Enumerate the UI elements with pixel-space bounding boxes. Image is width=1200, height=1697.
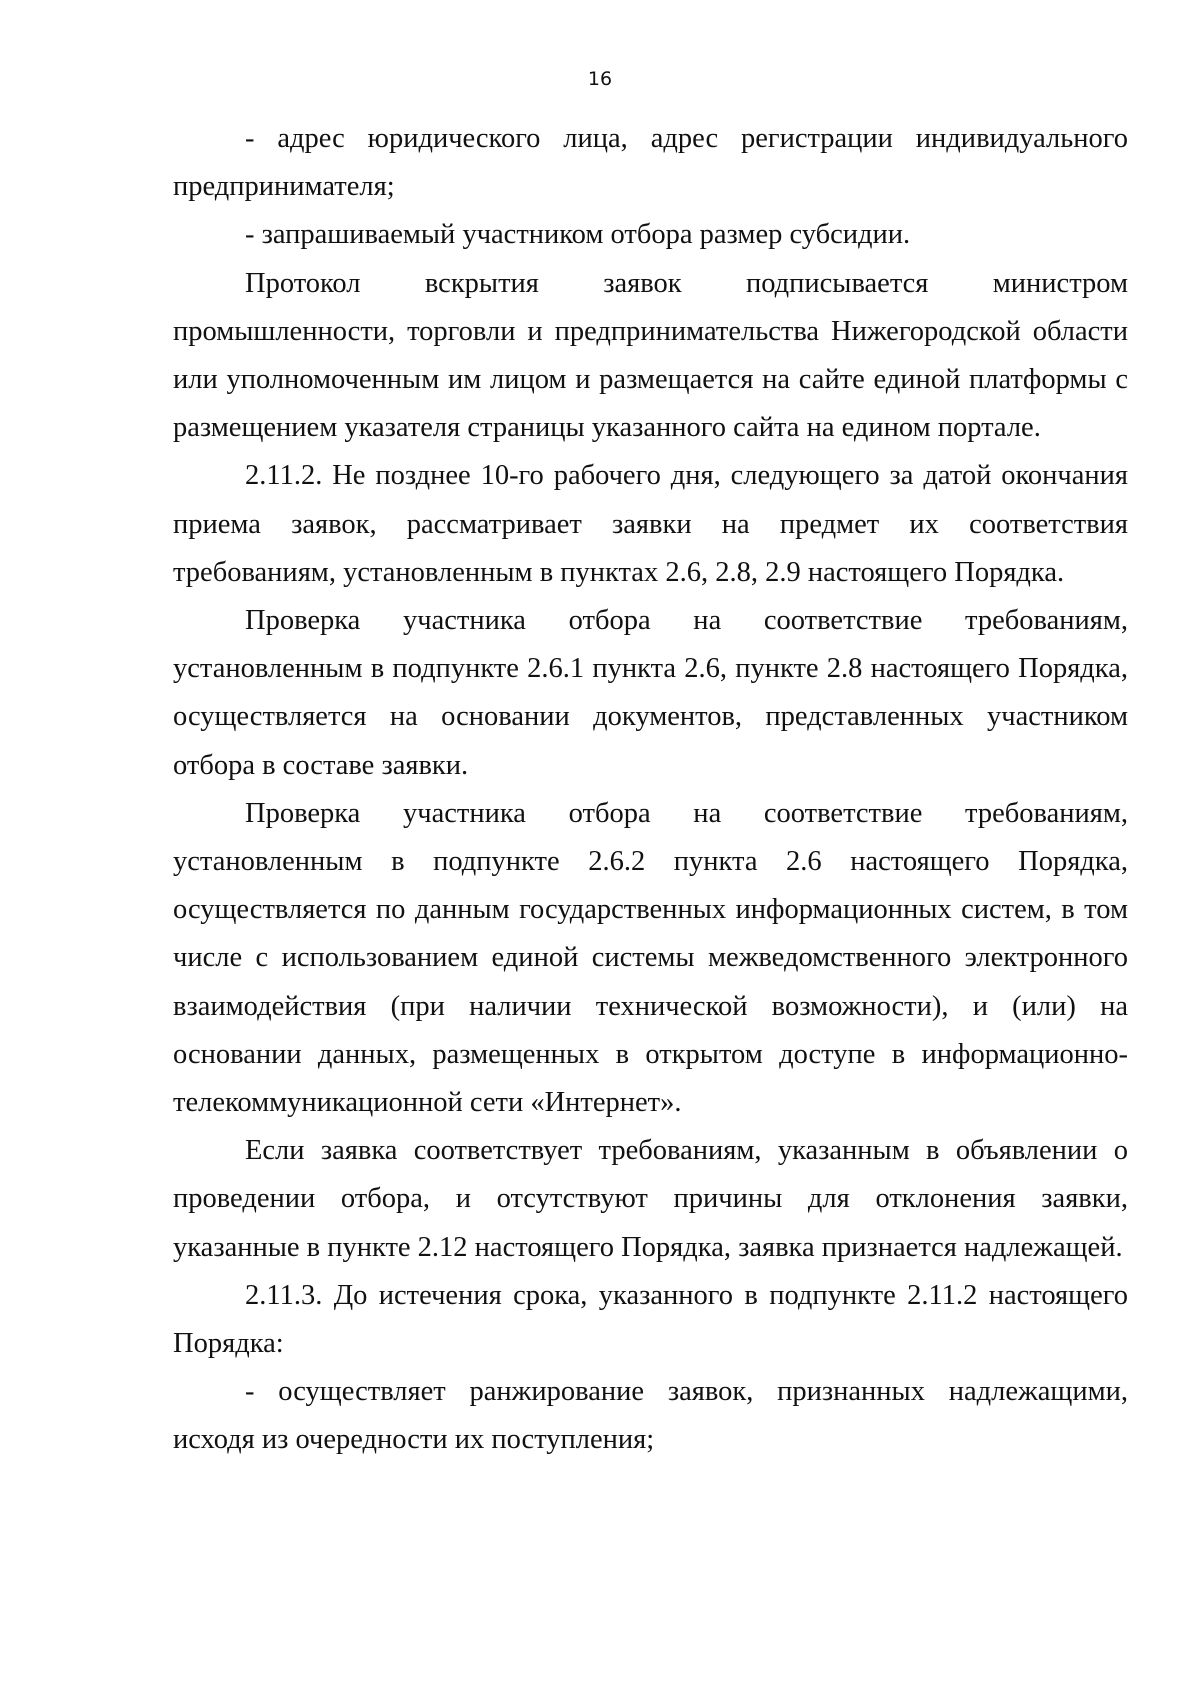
document-body bbox=[173, 115, 1128, 1465]
paragraph-2-11-3: 2.11.3. До истечения срока, указанного в подпункте 2.11.2 настоящего Порядка: bbox=[173, 1279, 1128, 1360]
paragraph-proper-application: Если заявка соответствует требованиям, указанным в объявлении о проведении отбора, и отсутствуют причины для отклонения заявки, указанные в пункте 2.12 настоящего Порядка, заявка признается надлежащей. bbox=[173, 1135, 1128, 1263]
paragraph-address: - адрес юридического лица, адрес регистрации индивидуального предпринимателя; bbox=[173, 123, 1128, 203]
paragraph-check-2-6-1: Проверка участника отбора на соответствие требованиям, установленным в подпункте 2.6.1 пункта 2.6, пункте 2.8 настоящего Порядка, осуществляется на основании документов, представленных участником отбора в составе заявки. bbox=[173, 605, 1128, 781]
paragraph-ranking: - осуществляет ранжирование заявок, признанных надлежащими, исходя из очередности их поступления; bbox=[173, 1376, 1128, 1456]
paragraph-subsidy-amount: - запрашиваемый участником отбора размер субсидии. bbox=[245, 219, 911, 251]
paragraph-2-11-2: 2.11.2. Не позднее 10-го рабочего дня, следующего за датой окончания приема заявок, рассматривает заявки на предмет их соответствия требованиям, установленным в пунктах 2.6, 2.8, 2.9 настоящего Порядка. bbox=[173, 460, 1128, 588]
paragraph-check-2-6-2: Проверка участника отбора на соответствие требованиям, установленным в подпункте 2.6.2 пункта 2.6 настоящего Порядка, осуществляется по данным государственных информационных систем, в том числе с использованием единой системы межведомственного электронного взаимодействия (при наличии технической возможности), и (или) на основании данных, размещенных в открытом доступе в информационно-телекоммуникационной сети «Интернет». bbox=[173, 797, 1128, 1119]
paragraph-protocol: Протокол вскрытия заявок подписывается министром промышленности, торговли и предпринимательства Нижегородской области или уполномоченным им лицом и размещается на сайте единой платформы с размещением указателя страницы указанного сайта на едином портале. bbox=[173, 267, 1128, 444]
page-number: 16 bbox=[587, 68, 613, 90]
